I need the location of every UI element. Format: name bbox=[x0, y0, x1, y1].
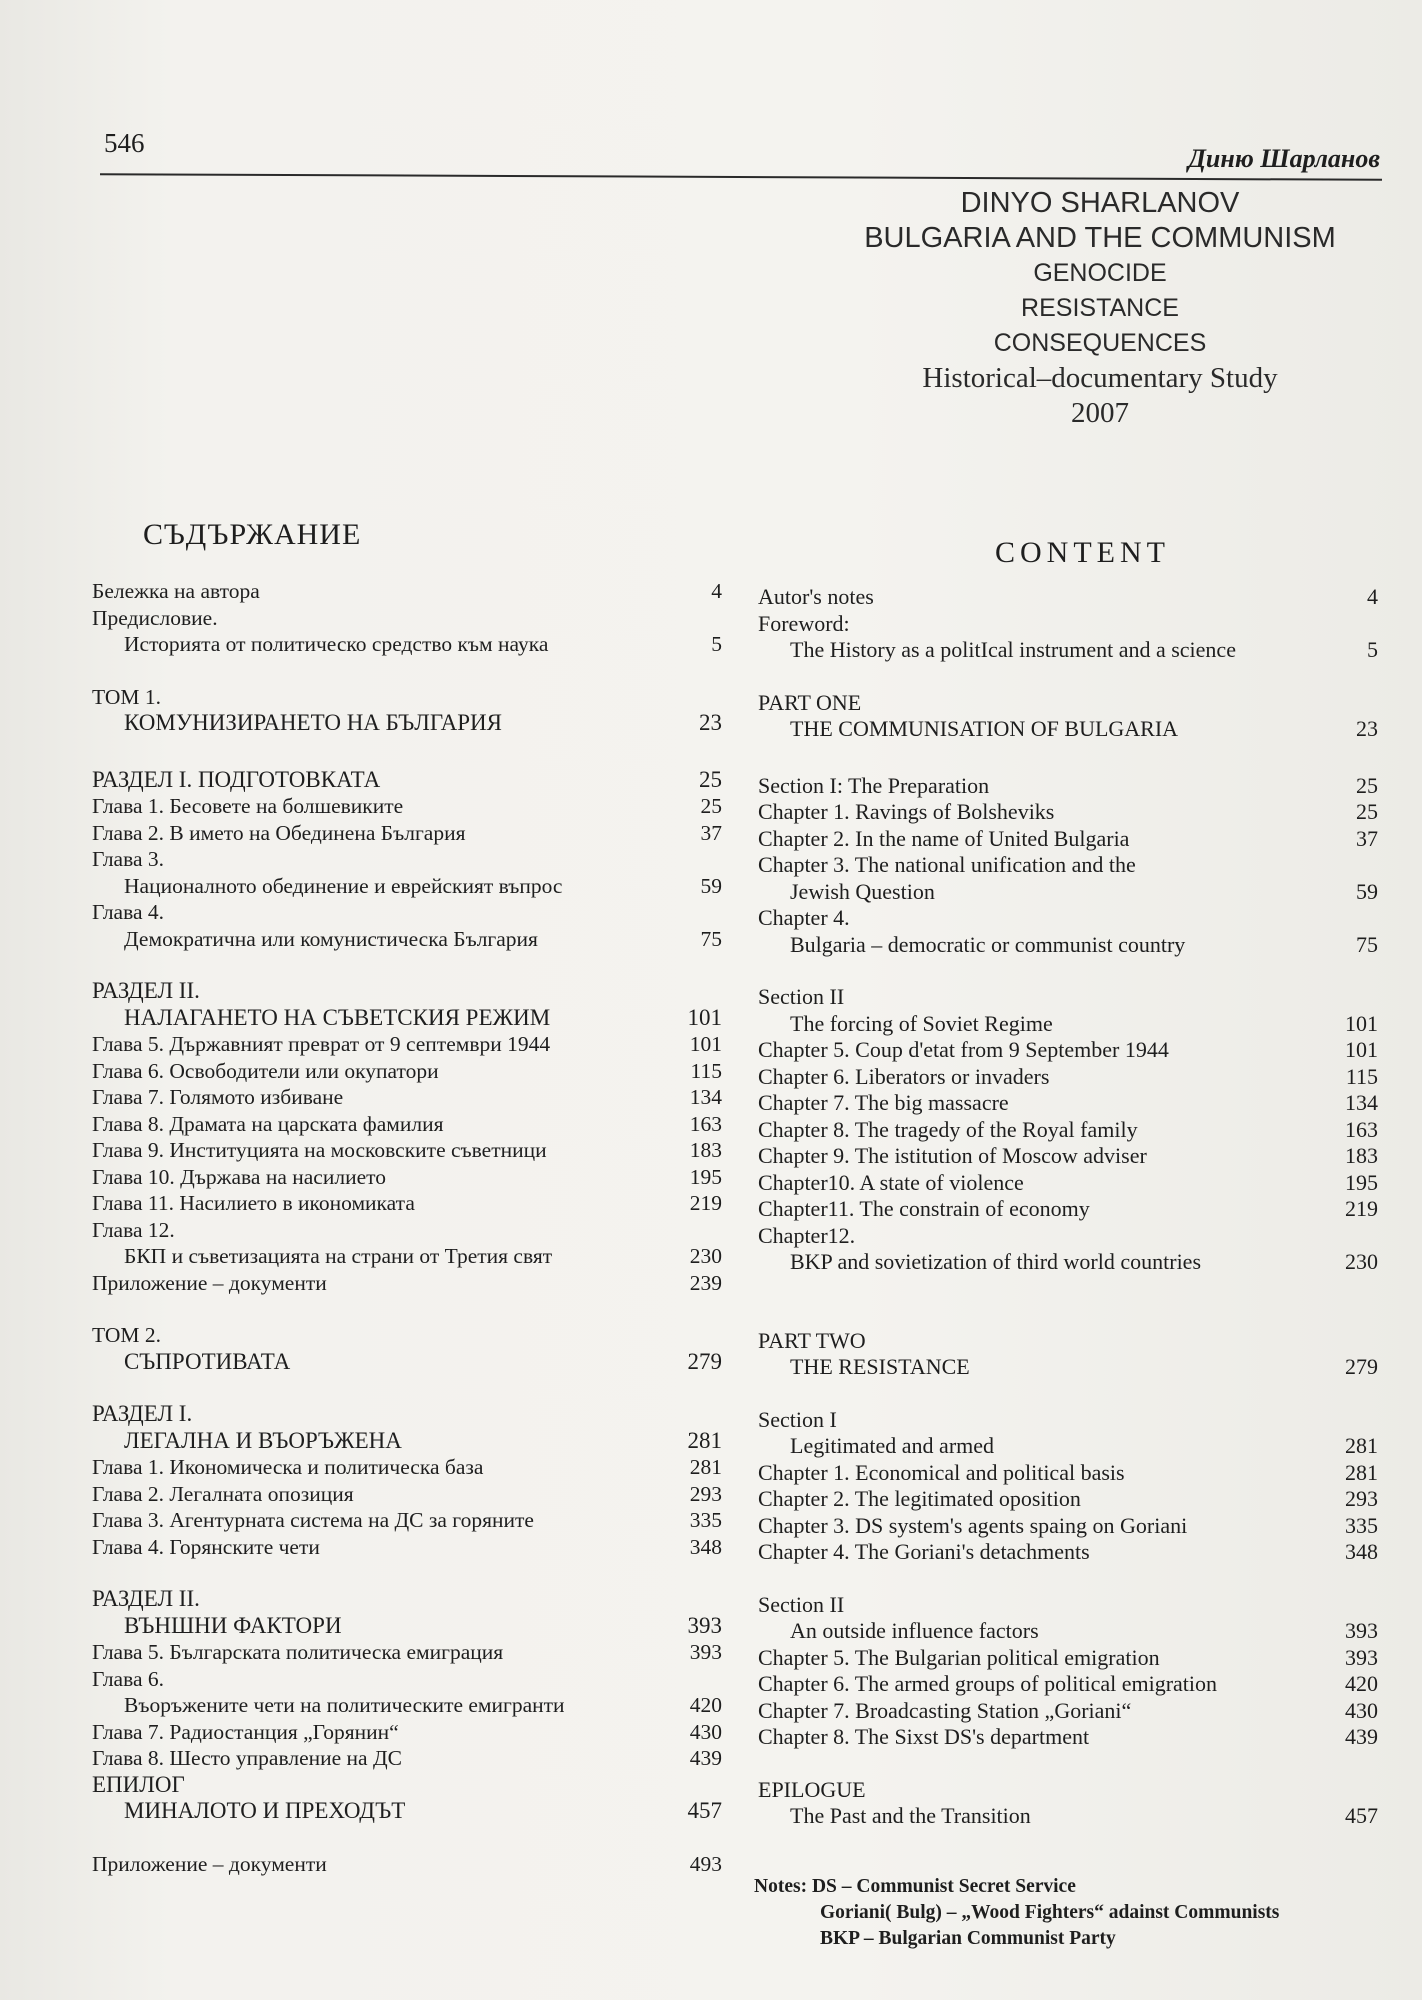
toc-entry: Chapter 6. Liberators or invaders 115 bbox=[758, 1063, 1378, 1089]
title-sub-consequences: CONSEQUENCES bbox=[993, 329, 1207, 357]
toc-entry: Историята от политическо средство към наука 5 bbox=[124, 632, 722, 656]
toc-entry: БКП и съветизацията на страни от Третия свят 230 bbox=[124, 1244, 722, 1268]
toc-entry: Chapter 3. DS system's agents spaing on Goriani 335 bbox=[758, 1512, 1378, 1538]
toc-entry: Chapter 3. The national unification and the bbox=[758, 852, 1136, 877]
toc-entry: Глава 5. Държавният преврат от 9 септември 1944 101 bbox=[92, 1032, 722, 1056]
toc-volume: ТОМ 2. bbox=[92, 1323, 161, 1347]
page-number: 546 bbox=[104, 128, 145, 158]
toc-section: РАЗДЕЛ I. ПОДГОТОВКАТА 25 bbox=[92, 766, 722, 792]
toc-section-title: ЛЕГАЛНА И ВЪОРЪЖЕНА 281 bbox=[124, 1427, 722, 1453]
toc-entry: Глава 10. Държава на насилието 195 bbox=[92, 1164, 722, 1189]
toc-entry: Глава 6. bbox=[92, 1666, 164, 1691]
toc-entry: Chapter 5. Coup d'etat from 9 September 1944 101 bbox=[758, 1037, 1378, 1062]
toc-entry: Глава 5. Българската политическа емиграция 393 bbox=[92, 1640, 722, 1664]
toc-entry: Глава 3. bbox=[92, 847, 164, 871]
toc-entry: Chapter 4. bbox=[758, 905, 850, 930]
toc-part: PART TWO bbox=[758, 1327, 866, 1353]
toc-entry: Глава 1. Икономическа и политическа база 281 bbox=[92, 1455, 722, 1479]
toc-epilogue-title: The Past and the Transition 457 bbox=[790, 1803, 1378, 1828]
toc-section: Section II bbox=[758, 984, 845, 1009]
toc-entry: Chapter 7. Broadcasting Station „Goriani“ 430 bbox=[758, 1697, 1378, 1723]
toc-entry: Chapter 8. The tragedy of the Royal family 163 bbox=[758, 1116, 1378, 1142]
toc-entry: Chapter 8. The Sixst DS's department 439 bbox=[758, 1724, 1378, 1749]
toc-section-title: The forcing of Soviet Regime 101 bbox=[790, 1010, 1378, 1036]
toc-entry: Chapter 2. In the name of United Bulgaria 37 bbox=[758, 825, 1378, 851]
toc-entry: Демократична или комунистическа България 75 bbox=[124, 926, 722, 951]
toc-entry: Foreword: bbox=[758, 610, 850, 636]
toc-entry: Глава 6. Освободители или окупатори 115 bbox=[92, 1058, 722, 1083]
toc-entry: Chapter 4. The Goriani's detachments 348 bbox=[758, 1539, 1378, 1564]
toc-entry: Националното обединение и еврейският въпрос 59 bbox=[124, 873, 722, 898]
toc-entry: Въоръжените чети на политическите емигранти 420 bbox=[124, 1693, 722, 1717]
title-sub-resistance: RESISTANCE bbox=[1021, 294, 1179, 322]
toc-entry: Глава 8. Шесто управление на ДС 439 bbox=[92, 1746, 722, 1770]
toc-section: Section I: The Preparation 25 bbox=[758, 772, 1378, 798]
toc-entry: Приложение – документи 493 bbox=[92, 1851, 722, 1876]
toc-entry: Глава 11. Насилието в икономиката 219 bbox=[92, 1191, 722, 1215]
title-year: 2007 bbox=[1071, 397, 1129, 429]
toc-entry: Chapter11. The constrain of economy 219 bbox=[758, 1196, 1378, 1221]
toc-entry: Глава 2. Легалната опозиция 293 bbox=[92, 1481, 722, 1506]
toc-part-title: THE RESISTANCE 279 bbox=[790, 1354, 1378, 1379]
toc-epilogue: EPILOGUE bbox=[758, 1776, 866, 1802]
toc-entry: Chapter 1. Economical and political basis 281 bbox=[758, 1459, 1378, 1485]
toc-entry: Chapter 2. The legitimated oposition 293 bbox=[758, 1486, 1378, 1511]
toc-heading-bg: СЪДЪРЖАНИЕ bbox=[143, 518, 362, 551]
toc-epilogue: ЕПИЛОГ bbox=[92, 1771, 185, 1797]
toc-entry: Глава 7. Радиостанция „Горянин“ 430 bbox=[92, 1719, 722, 1744]
toc-bulgarian bbox=[92, 578, 722, 1877]
toc-entry: Autor's notes 4 bbox=[758, 584, 1378, 609]
toc-entry: Глава 9. Институцията на московските съветници 183 bbox=[92, 1138, 722, 1162]
title-sub-genocide: GENOCIDE bbox=[1033, 259, 1167, 287]
toc-entry: Глава 1. Бесовете на болшевиките 25 bbox=[92, 794, 722, 818]
toc-entry: Chapter10. A state of violence 195 bbox=[758, 1169, 1378, 1195]
toc-entry: Chapter 7. The big massacre 134 bbox=[758, 1090, 1378, 1115]
toc-part-title: THE COMMUNISATION OF BULGARIA 23 bbox=[790, 716, 1378, 741]
toc-section: РАЗДЕЛ I. bbox=[92, 1401, 193, 1426]
toc-heading-en: CONTENT bbox=[995, 536, 1170, 569]
title-author: DINYO SHARLANOV bbox=[960, 187, 1240, 219]
note-goriani: Goriani( Bulg) – „Wood Fighters“ adainst Communists bbox=[820, 1902, 1280, 1923]
toc-section-title: НАЛАГАНЕТО НА СЪВЕТСКИЯ РЕЖИМ 101 bbox=[124, 1004, 722, 1030]
toc-section-title: ВЪНШНИ ФАКТОРИ 393 bbox=[124, 1612, 722, 1638]
toc-entry: Бележка на автора 4 bbox=[92, 579, 722, 603]
toc-entry: Chapter 9. The istitution of Moscow adviser 183 bbox=[758, 1143, 1378, 1168]
toc-section: Section II bbox=[758, 1591, 845, 1617]
toc-epilogue-title: МИНАЛОТО И ПРЕХОДЪТ 457 bbox=[124, 1798, 722, 1823]
toc-entry: Глава 4. Горянските чети 348 bbox=[92, 1534, 722, 1559]
english-title-block bbox=[780, 186, 1420, 431]
toc-entry: BKP and sovietization of third world countries 230 bbox=[790, 1249, 1378, 1274]
footnotes bbox=[754, 1874, 1279, 1952]
running-header-author: Диню Шарланов bbox=[1188, 144, 1380, 173]
title-genre: Historical–documentary Study bbox=[922, 362, 1278, 394]
toc-section-title: Legitimated and armed 281 bbox=[790, 1433, 1378, 1458]
toc-entry: Глава 3. Агентурната система на ДС за горяните 335 bbox=[92, 1508, 722, 1532]
title-main: BULGARIA AND THE COMMUNISM bbox=[864, 222, 1336, 254]
toc-entry: Jewish Question 59 bbox=[790, 878, 1378, 904]
header-rule bbox=[100, 173, 1382, 181]
toc-entry: Chapter 6. The armed groups of political emigration 420 bbox=[758, 1671, 1378, 1696]
toc-entry: Предисловие. bbox=[92, 605, 218, 630]
toc-section: РАЗДЕЛ II. bbox=[92, 978, 200, 1003]
toc-entry: The History as a politIcal instrument and a science 5 bbox=[790, 637, 1378, 662]
toc-english bbox=[758, 584, 1378, 1830]
toc-section: Section I bbox=[758, 1406, 837, 1432]
toc-entry: Глава 4. bbox=[92, 900, 164, 924]
toc-volume: ТОМ 1. bbox=[92, 684, 161, 709]
note-ds: Notes: DS – Communist Secret Service bbox=[754, 1876, 1076, 1897]
note-bkp: BKP – Bulgarian Communist Party bbox=[820, 1928, 1116, 1949]
toc-volume-title: СЪПРОТИВАТА 279 bbox=[124, 1348, 722, 1374]
toc-part: PART ONE bbox=[758, 689, 862, 715]
toc-entry: Глава 2. В името на Обединена България 37 bbox=[92, 820, 722, 845]
toc-entry: Chapter 1. Ravings of Bolsheviks 25 bbox=[758, 799, 1378, 824]
toc-entry: Глава 7. Голямото избиване 134 bbox=[92, 1085, 722, 1109]
toc-section: РАЗДЕЛ II. bbox=[92, 1586, 200, 1611]
toc-entry: Глава 12. bbox=[92, 1217, 175, 1242]
toc-entry: Глава 8. Драмата на царската фамилия 163 bbox=[92, 1111, 722, 1136]
toc-section-title: An outside influence factors 393 bbox=[790, 1618, 1378, 1643]
toc-entry: Приложение – документи 239 bbox=[92, 1270, 722, 1295]
toc-entry: Bulgaria – democratic or communist country 75 bbox=[790, 931, 1378, 957]
toc-entry: Chapter 5. The Bulgarian political emigration 393 bbox=[758, 1644, 1378, 1670]
toc-entry: Chapter12. bbox=[758, 1222, 856, 1248]
toc-volume-title: КОМУНИЗИРАНЕТО НА БЪЛГАРИЯ 23 bbox=[124, 710, 722, 735]
